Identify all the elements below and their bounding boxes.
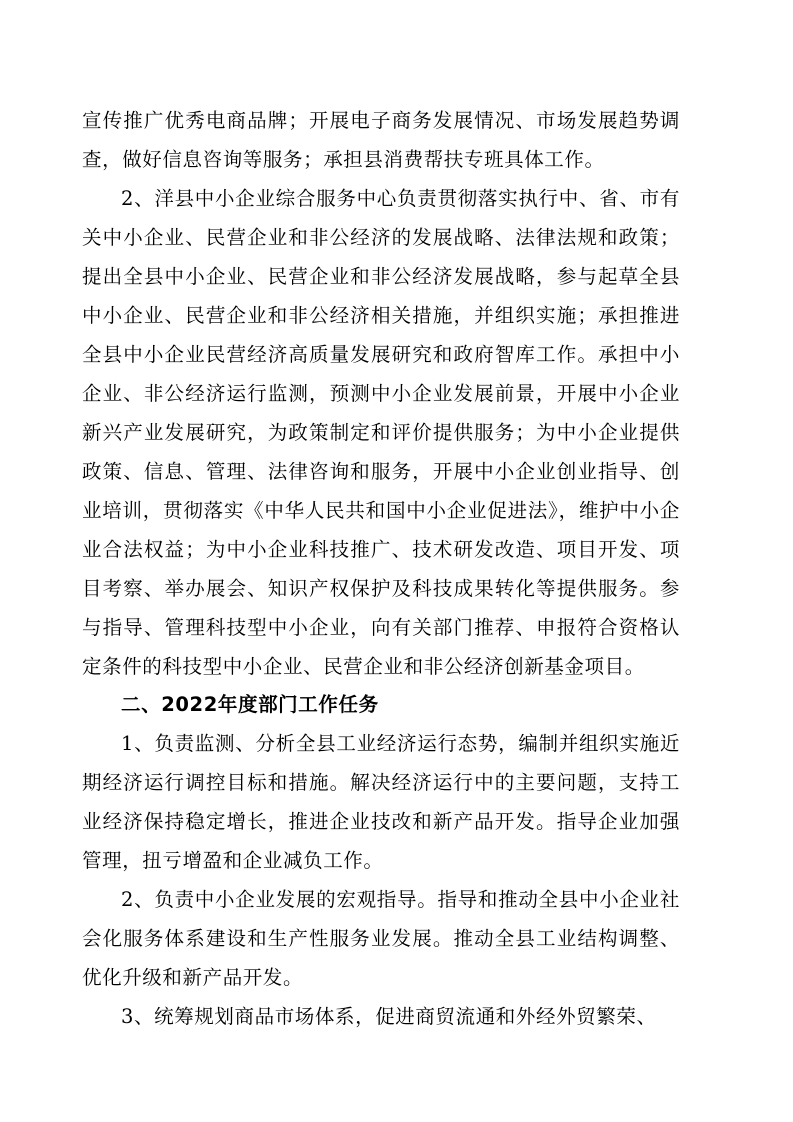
document-page (82, 101, 680, 1036)
paragraph-continued: 宣传推广优秀电商品牌；开展电子商务发展情况、市场发展趋势调查，做好信息咨询等服务；承担县消费帮扶专班具体工作。 (82, 109, 680, 171)
paragraph-task-3: 3、统筹规划商品市场体系，促进商贸流通和外经外贸繁荣、 (121, 1005, 657, 1028)
paragraph-task-2: 2、负责中小企业发展的宏观指导。指导和推动全县中小企业社会化服务体系建设和生产性服务业发展。推动全县工业结构调整、优化升级和新产品开发。 (82, 888, 680, 989)
paragraph-sme-service-center: 2、洋县中小企业综合服务中心负责贯彻落实执行中、省、市有关中小企业、民营企业和非公经济的发展战略、法律法规和政策；提出全县中小企业、民营企业和非公经济发展战略，参与起草全县中小企业、民营企业和非公经济相关措施，并组织实施；承担推进全县中小企业民营经济高质量发展研究和政府智库工作。承担中小企业、非公经济运行监测，预测中小企业发展前景，开展中小企业新兴产业发展研究，为政策制定和评价提供服务；为中小企业提供政策、信息、管理、法律咨询和服务，开展中小企业创业指导、创业培训，贯彻落实《中华人民共和国中小企业促进法》，维护中小企业合法权益；为中小企业科技推广、技术研发改造、项目开发、项目考察、举办展会、知识产权保护及科技成果转化等提供服务。参与指导、管理科技型中小企业，向有关部门推荐、申报符合资格认定条件的科技型中小企业、民营企业和非公经济创新基金项目。 (82, 187, 680, 678)
paragraph-task-1: 1、负责监测、分析全县工业经济运行态势，编制并组织实施近期经济运行调控目标和措施。解决经济运行中的主要问题，支持工业经济保持稳定增长，推进企业技改和新产品开发。指导企业加强管理，扭亏增盈和企业减负工作。 (82, 732, 680, 872)
section-heading-2022-tasks: 二、2022年度部门工作任务 (121, 693, 379, 716)
